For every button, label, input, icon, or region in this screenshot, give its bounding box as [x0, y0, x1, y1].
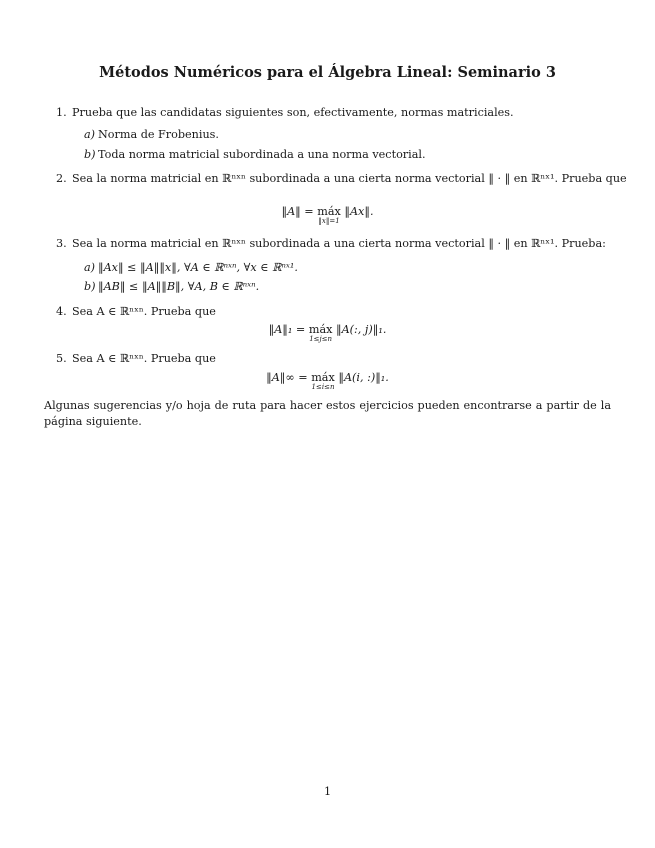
equation-subscript: 1≤j≤n	[309, 335, 333, 343]
exercise-text: Sea la norma matricial en ℝⁿˣⁿ subordinada a una cierta norma vectorial ‖ · ‖ en ℝⁿˣ¹. Prueba que	[72, 172, 627, 185]
exercise-text: Sea la norma matricial en ℝⁿˣⁿ subordinada a una cierta norma vectorial ‖ · ‖ en ℝⁿˣ¹. Prueba:	[72, 237, 606, 250]
exercise-text: Sea A ∈ ℝⁿˣⁿ. Prueba que	[72, 352, 216, 365]
equation-subscript: 1≤i≤n	[311, 383, 335, 391]
page-number: 1	[323, 785, 332, 798]
exercise-number: 1.	[56, 106, 67, 119]
closing-paragraph: Algunas sugerencias y/o hoja de ruta para hacer estos ejercicios pueden encontrarse a partir de la página siguiente.	[44, 399, 611, 429]
equation-lhs: ‖A‖ =	[281, 205, 318, 218]
equation-lhs: ‖A‖∞ =	[266, 371, 312, 384]
subitem-text: ‖AB‖ ≤ ‖A‖‖B‖, ∀A, B ∈ ℝⁿˣⁿ.	[98, 280, 260, 293]
equation-rhs: ‖A(i, :)‖₁.	[334, 371, 389, 384]
equation-lhs: ‖A‖₁ =	[268, 323, 309, 336]
equation-operator: máx	[317, 205, 341, 218]
equation-subscript: ‖x‖=1	[318, 217, 340, 225]
exercise-text: Sea A ∈ ℝⁿˣⁿ. Prueba que	[72, 305, 216, 318]
subitem-label: a)	[84, 261, 96, 274]
exercise-2-equation	[0, 200, 655, 225]
document-title: Métodos Numéricos para el Álgebra Lineal: Seminario 3	[99, 64, 556, 81]
subitem-text: Norma de Frobenius.	[98, 128, 219, 141]
exercise-number: 5.	[56, 352, 67, 365]
equation-operator: máx	[311, 371, 335, 384]
exercise-number: 3.	[56, 237, 67, 250]
exercise-number: 2.	[56, 172, 67, 185]
exercise-number: 4.	[56, 305, 67, 318]
subitem-text: ‖Ax‖ ≤ ‖A‖‖x‖, ∀A ∈ ℝⁿˣⁿ, ∀x ∈ ℝⁿˣ¹.	[98, 261, 298, 274]
subitem-label: b)	[84, 148, 96, 161]
subitem-text: Toda norma matricial subordinada a una norma vectorial.	[98, 148, 426, 161]
subitem-label: a)	[84, 128, 96, 141]
equation-operator: máx	[308, 323, 333, 336]
exercise-text: Prueba que las candidatas siguientes son, efectivamente, normas matriciales.	[72, 106, 514, 119]
exercise-4-equation	[0, 318, 655, 343]
subitem-label: b)	[84, 280, 96, 293]
equation-rhs: ‖Ax‖.	[340, 205, 374, 218]
exercise-5-equation	[0, 366, 655, 391]
equation-rhs: ‖A(:, j)‖₁.	[332, 323, 387, 336]
